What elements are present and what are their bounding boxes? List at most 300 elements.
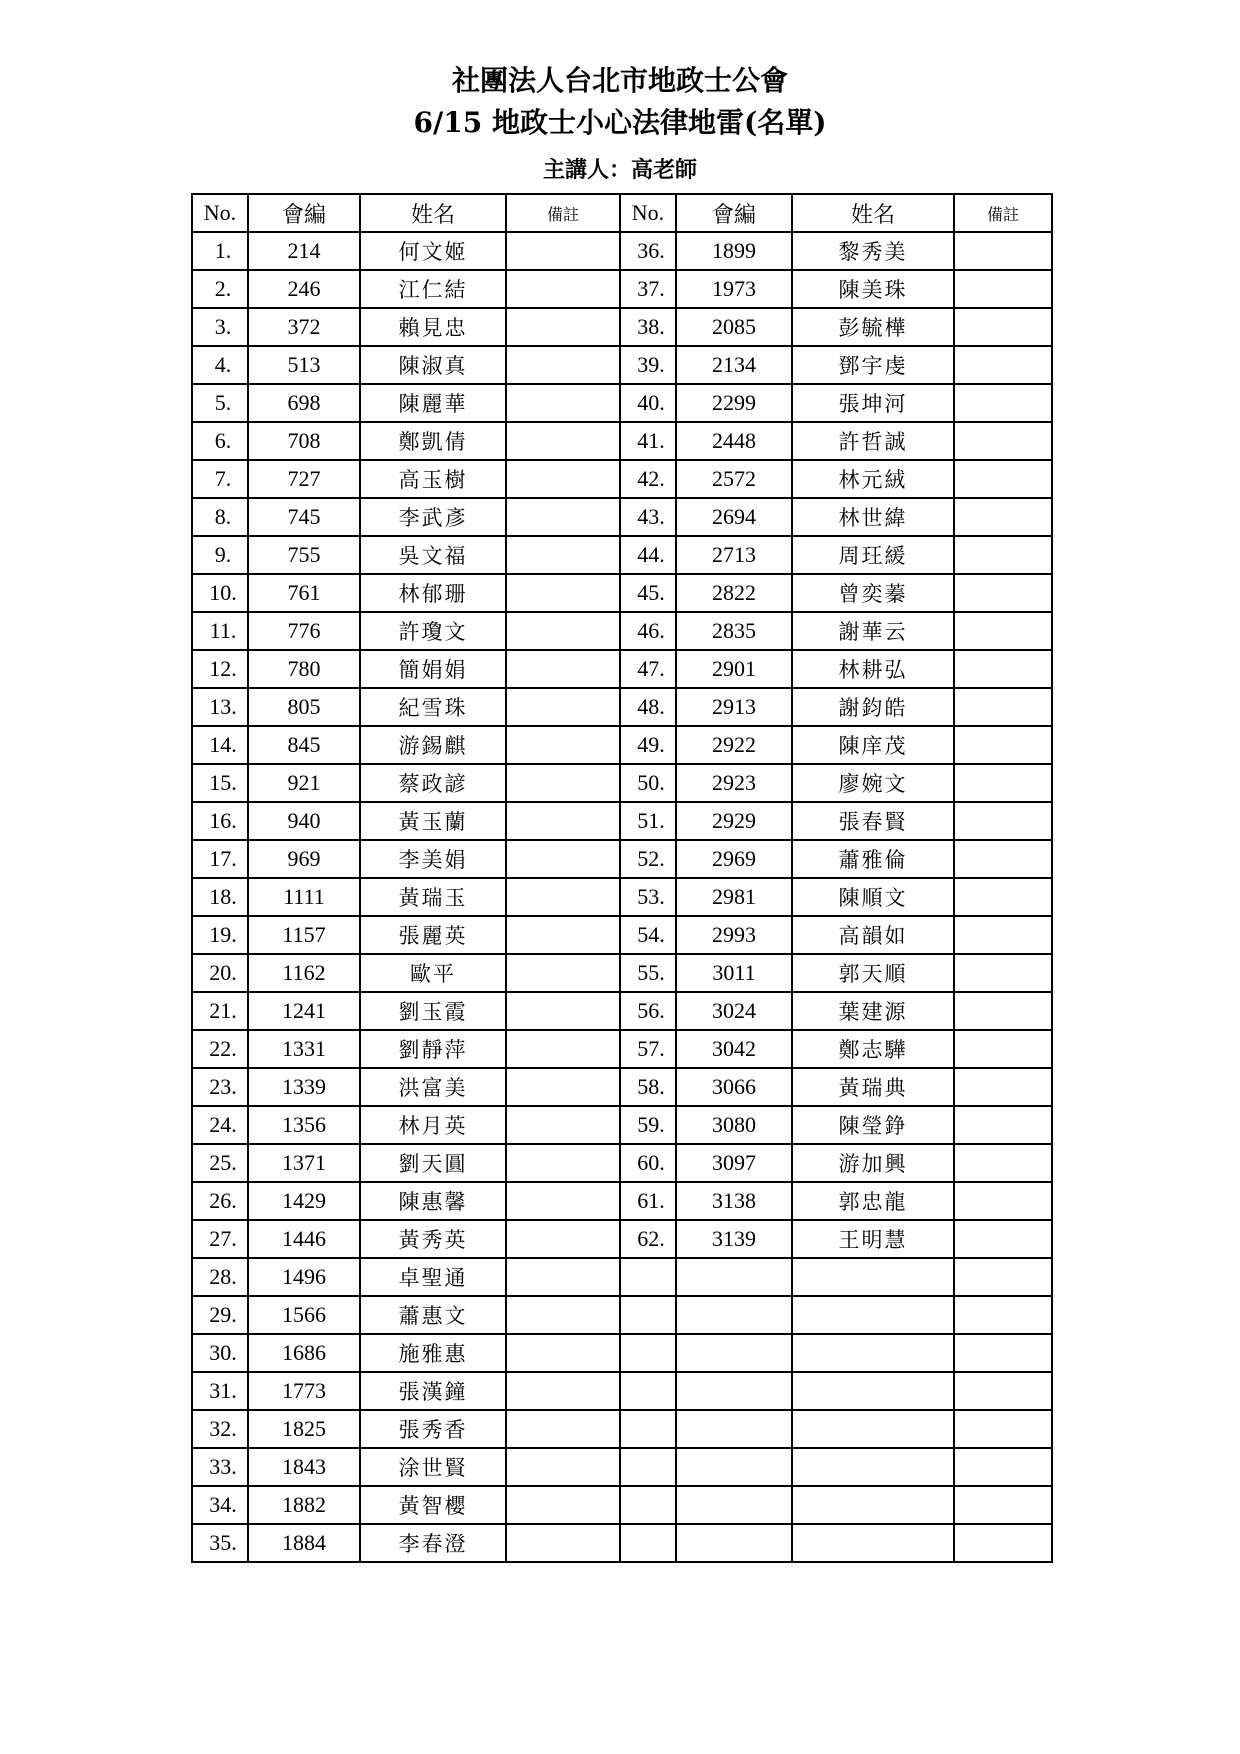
col-header-no-right: No. [620, 194, 676, 232]
row-number-right [620, 1372, 676, 1410]
note-left [506, 954, 620, 992]
row-number-right [620, 1334, 676, 1372]
member-name-left: 張麗英 [360, 916, 506, 954]
row-number-left: 8. [192, 498, 248, 536]
member-name-left: 黃瑞玉 [360, 878, 506, 916]
note-right [954, 802, 1052, 840]
row-number-right: 42. [620, 460, 676, 498]
table-row [192, 1106, 1052, 1144]
note-right [954, 1486, 1052, 1524]
member-name-left: 游錫麒 [360, 726, 506, 764]
member-name-right: 彭毓樺 [792, 308, 954, 346]
member-id-left: 1882 [248, 1486, 360, 1524]
member-id-right: 3138 [676, 1182, 792, 1220]
row-number-right: 53. [620, 878, 676, 916]
member-id-right: 2134 [676, 346, 792, 384]
note-left [506, 688, 620, 726]
note-right [954, 1030, 1052, 1068]
member-name-left: 洪富美 [360, 1068, 506, 1106]
member-id-left: 1496 [248, 1258, 360, 1296]
note-left [506, 992, 620, 1030]
table-row [192, 460, 1052, 498]
member-name-right [792, 1410, 954, 1448]
member-name-right: 蕭雅倫 [792, 840, 954, 878]
note-left [506, 1486, 620, 1524]
row-number-left: 15. [192, 764, 248, 802]
table-row [192, 422, 1052, 460]
member-name-right: 廖婉文 [792, 764, 954, 802]
row-number-left: 24. [192, 1106, 248, 1144]
row-number-right: 49. [620, 726, 676, 764]
member-name-left: 張漢鐘 [360, 1372, 506, 1410]
note-right [954, 726, 1052, 764]
table-row [192, 1296, 1052, 1334]
note-right [954, 536, 1052, 574]
member-id-left: 1825 [248, 1410, 360, 1448]
note-left [506, 460, 620, 498]
row-number-left: 12. [192, 650, 248, 688]
note-left [506, 1144, 620, 1182]
row-number-left: 23. [192, 1068, 248, 1106]
table-row [192, 612, 1052, 650]
table-row [192, 1030, 1052, 1068]
row-number-right: 60. [620, 1144, 676, 1182]
row-number-left: 30. [192, 1334, 248, 1372]
member-name-right: 郭天順 [792, 954, 954, 992]
table-header-row [192, 194, 1052, 232]
table-row [192, 954, 1052, 992]
table-row [192, 764, 1052, 802]
member-id-right: 3024 [676, 992, 792, 1030]
member-id-right [676, 1334, 792, 1372]
member-name-left: 歐平 [360, 954, 506, 992]
member-id-right: 2713 [676, 536, 792, 574]
note-right [954, 1448, 1052, 1486]
note-left [506, 308, 620, 346]
member-id-left: 745 [248, 498, 360, 536]
member-name-right: 周玨緩 [792, 536, 954, 574]
row-number-left: 14. [192, 726, 248, 764]
note-right [954, 460, 1052, 498]
member-id-left: 805 [248, 688, 360, 726]
member-name-left: 許瓊文 [360, 612, 506, 650]
member-name-left: 涂世賢 [360, 1448, 506, 1486]
note-left [506, 1106, 620, 1144]
row-number-left: 20. [192, 954, 248, 992]
note-left [506, 1524, 620, 1562]
note-right [954, 498, 1052, 536]
row-number-right: 61. [620, 1182, 676, 1220]
member-name-right: 張坤河 [792, 384, 954, 422]
note-right [954, 612, 1052, 650]
note-right [954, 574, 1052, 612]
table-row [192, 232, 1052, 270]
member-id-left: 1111 [248, 878, 360, 916]
member-id-left: 1162 [248, 954, 360, 992]
row-number-right: 44. [620, 536, 676, 574]
member-id-left: 1773 [248, 1372, 360, 1410]
member-id-left: 969 [248, 840, 360, 878]
table-row [192, 1372, 1052, 1410]
member-id-left: 1843 [248, 1448, 360, 1486]
table-row [192, 688, 1052, 726]
member-name-left: 李春澄 [360, 1524, 506, 1562]
member-id-right: 3066 [676, 1068, 792, 1106]
member-name-left: 高玉樹 [360, 460, 506, 498]
note-left [506, 650, 620, 688]
row-number-left: 11. [192, 612, 248, 650]
member-name-left: 卓聖通 [360, 1258, 506, 1296]
note-left [506, 536, 620, 574]
table-row [192, 346, 1052, 384]
member-name-left: 何文姬 [360, 232, 506, 270]
member-name-left: 黃玉蘭 [360, 802, 506, 840]
table-row [192, 1448, 1052, 1486]
table-row [192, 536, 1052, 574]
member-name-right [792, 1486, 954, 1524]
member-name-right: 林元絨 [792, 460, 954, 498]
row-number-left: 32. [192, 1410, 248, 1448]
member-id-right: 2572 [676, 460, 792, 498]
member-id-left: 776 [248, 612, 360, 650]
member-name-right [792, 1296, 954, 1334]
member-name-right: 黃瑞典 [792, 1068, 954, 1106]
note-left [506, 346, 620, 384]
member-name-left: 張秀香 [360, 1410, 506, 1448]
member-id-right: 2981 [676, 878, 792, 916]
note-right [954, 1258, 1052, 1296]
row-number-right: 48. [620, 688, 676, 726]
row-number-right [620, 1486, 676, 1524]
row-number-left: 17. [192, 840, 248, 878]
member-name-left: 陳惠馨 [360, 1182, 506, 1220]
table-row [192, 308, 1052, 346]
note-left [506, 422, 620, 460]
note-left [506, 384, 620, 422]
table-row [192, 1182, 1052, 1220]
member-name-right [792, 1524, 954, 1562]
note-left [506, 1258, 620, 1296]
note-right [954, 954, 1052, 992]
member-id-left: 845 [248, 726, 360, 764]
note-right [954, 1106, 1052, 1144]
member-name-left: 紀雪珠 [360, 688, 506, 726]
row-number-left: 5. [192, 384, 248, 422]
row-number-right: 56. [620, 992, 676, 1030]
row-number-right: 38. [620, 308, 676, 346]
table-row [192, 802, 1052, 840]
document-subtitle: 6/15 地政士小心法律地雷(名單) [413, 106, 827, 139]
member-name-left: 林月英 [360, 1106, 506, 1144]
member-id-left: 1241 [248, 992, 360, 1030]
member-id-right: 3097 [676, 1144, 792, 1182]
note-right [954, 688, 1052, 726]
member-id-right: 2922 [676, 726, 792, 764]
row-number-right: 59. [620, 1106, 676, 1144]
table-row [192, 1220, 1052, 1258]
member-name-right: 謝鈞皓 [792, 688, 954, 726]
member-name-left: 李武彥 [360, 498, 506, 536]
row-number-left: 13. [192, 688, 248, 726]
member-name-right [792, 1448, 954, 1486]
row-number-right: 47. [620, 650, 676, 688]
member-id-left: 1446 [248, 1220, 360, 1258]
member-name-right: 鄧宇虔 [792, 346, 954, 384]
member-id-right [676, 1448, 792, 1486]
note-left [506, 1334, 620, 1372]
table-row [192, 1334, 1052, 1372]
member-id-left: 940 [248, 802, 360, 840]
note-left [506, 498, 620, 536]
member-id-left: 1429 [248, 1182, 360, 1220]
col-header-id-left: 會編 [248, 194, 360, 232]
table-row [192, 650, 1052, 688]
note-left [506, 1296, 620, 1334]
row-number-left: 7. [192, 460, 248, 498]
row-number-left: 9. [192, 536, 248, 574]
member-name-left: 劉天圓 [360, 1144, 506, 1182]
note-right [954, 992, 1052, 1030]
table-row [192, 384, 1052, 422]
row-number-left: 19. [192, 916, 248, 954]
member-name-right: 黎秀美 [792, 232, 954, 270]
table-row [192, 1068, 1052, 1106]
row-number-right: 40. [620, 384, 676, 422]
member-id-left: 372 [248, 308, 360, 346]
row-number-right: 52. [620, 840, 676, 878]
member-id-right: 2923 [676, 764, 792, 802]
col-header-note-left: 備註 [506, 194, 620, 232]
note-left [506, 1030, 620, 1068]
member-name-left: 劉靜萍 [360, 1030, 506, 1068]
row-number-left: 25. [192, 1144, 248, 1182]
row-number-left: 27. [192, 1220, 248, 1258]
member-id-left: 1566 [248, 1296, 360, 1334]
member-name-right: 陳順文 [792, 878, 954, 916]
member-id-right: 1973 [676, 270, 792, 308]
row-number-right: 37. [620, 270, 676, 308]
member-id-right: 3080 [676, 1106, 792, 1144]
row-number-right: 55. [620, 954, 676, 992]
row-number-left: 26. [192, 1182, 248, 1220]
member-id-right [676, 1410, 792, 1448]
note-right [954, 1334, 1052, 1372]
note-left [506, 1448, 620, 1486]
member-id-right: 2929 [676, 802, 792, 840]
member-id-left: 755 [248, 536, 360, 574]
member-name-right: 陳美珠 [792, 270, 954, 308]
note-right [954, 650, 1052, 688]
member-name-left: 陳淑真 [360, 346, 506, 384]
row-number-right [620, 1258, 676, 1296]
note-left [506, 840, 620, 878]
member-id-right: 3011 [676, 954, 792, 992]
member-id-left: 921 [248, 764, 360, 802]
member-id-left: 708 [248, 422, 360, 460]
row-number-right: 51. [620, 802, 676, 840]
member-name-right: 王明慧 [792, 1220, 954, 1258]
note-right [954, 384, 1052, 422]
member-id-right: 2085 [676, 308, 792, 346]
member-id-right [676, 1258, 792, 1296]
table-body [192, 232, 1052, 1562]
note-right [954, 346, 1052, 384]
note-left [506, 1068, 620, 1106]
note-right [954, 916, 1052, 954]
member-name-right: 鄭志驊 [792, 1030, 954, 1068]
member-id-left: 698 [248, 384, 360, 422]
member-id-right [676, 1296, 792, 1334]
row-number-left: 33. [192, 1448, 248, 1486]
member-name-left: 蕭惠文 [360, 1296, 506, 1334]
member-id-left: 727 [248, 460, 360, 498]
row-number-right: 43. [620, 498, 676, 536]
member-name-right: 許哲誠 [792, 422, 954, 460]
note-left [506, 612, 620, 650]
member-name-left: 劉玉霞 [360, 992, 506, 1030]
col-header-name-left: 姓名 [360, 194, 506, 232]
member-id-right: 2299 [676, 384, 792, 422]
member-name-left: 黃智櫻 [360, 1486, 506, 1524]
col-header-no-left: No. [192, 194, 248, 232]
table-row [192, 574, 1052, 612]
member-name-left: 陳麗華 [360, 384, 506, 422]
table-row [192, 992, 1052, 1030]
member-name-right: 陳瑩錚 [792, 1106, 954, 1144]
attendee-table [191, 193, 1053, 1563]
member-id-left: 513 [248, 346, 360, 384]
note-left [506, 1372, 620, 1410]
row-number-right: 36. [620, 232, 676, 270]
row-number-left: 35. [192, 1524, 248, 1562]
member-name-right: 郭忠龍 [792, 1182, 954, 1220]
note-right [954, 840, 1052, 878]
note-right [954, 1410, 1052, 1448]
row-number-left: 6. [192, 422, 248, 460]
member-id-right: 2822 [676, 574, 792, 612]
member-id-right [676, 1486, 792, 1524]
member-name-left: 蔡政諺 [360, 764, 506, 802]
member-id-left: 761 [248, 574, 360, 612]
row-number-left: 22. [192, 1030, 248, 1068]
member-id-right: 3042 [676, 1030, 792, 1068]
member-name-left: 吳文福 [360, 536, 506, 574]
note-left [506, 270, 620, 308]
note-left [506, 726, 620, 764]
row-number-right: 50. [620, 764, 676, 802]
table-row [192, 498, 1052, 536]
member-id-right: 2448 [676, 422, 792, 460]
col-header-note-right: 備註 [954, 194, 1052, 232]
member-id-right: 3139 [676, 1220, 792, 1258]
member-name-left: 黃秀英 [360, 1220, 506, 1258]
member-id-left: 780 [248, 650, 360, 688]
table-row [192, 1258, 1052, 1296]
member-id-right: 1899 [676, 232, 792, 270]
member-name-right: 謝華云 [792, 612, 954, 650]
note-right [954, 422, 1052, 460]
member-id-right: 2993 [676, 916, 792, 954]
note-left [506, 1182, 620, 1220]
note-left [506, 1220, 620, 1258]
table-row [192, 1410, 1052, 1448]
row-number-right: 57. [620, 1030, 676, 1068]
member-id-left: 1884 [248, 1524, 360, 1562]
note-left [506, 802, 620, 840]
member-name-right: 林耕弘 [792, 650, 954, 688]
note-left [506, 916, 620, 954]
col-header-id-right: 會編 [676, 194, 792, 232]
member-id-right: 2901 [676, 650, 792, 688]
member-name-left: 簡娟娟 [360, 650, 506, 688]
member-id-right: 2969 [676, 840, 792, 878]
member-name-left: 江仁結 [360, 270, 506, 308]
row-number-right: 41. [620, 422, 676, 460]
member-id-right [676, 1524, 792, 1562]
row-number-right: 58. [620, 1068, 676, 1106]
document-title: 社團法人台北市地政士公會 [451, 64, 788, 97]
note-left [506, 764, 620, 802]
row-number-left: 16. [192, 802, 248, 840]
row-number-right [620, 1410, 676, 1448]
note-right [954, 1144, 1052, 1182]
member-name-right: 游加興 [792, 1144, 954, 1182]
row-number-right: 54. [620, 916, 676, 954]
note-right [954, 1372, 1052, 1410]
member-name-left: 林郁珊 [360, 574, 506, 612]
member-name-left: 鄭凱倩 [360, 422, 506, 460]
table-row [192, 270, 1052, 308]
note-left [506, 1410, 620, 1448]
row-number-right: 62. [620, 1220, 676, 1258]
note-right [954, 878, 1052, 916]
document-header [0, 60, 1240, 186]
member-id-left: 1157 [248, 916, 360, 954]
note-right [954, 1068, 1052, 1106]
note-right [954, 1296, 1052, 1334]
member-id-left: 214 [248, 232, 360, 270]
note-left [506, 878, 620, 916]
row-number-right: 46. [620, 612, 676, 650]
member-id-left: 1371 [248, 1144, 360, 1182]
table-row [192, 1144, 1052, 1182]
row-number-left: 4. [192, 346, 248, 384]
note-right [954, 308, 1052, 346]
note-right [954, 232, 1052, 270]
row-number-right [620, 1296, 676, 1334]
row-number-left: 28. [192, 1258, 248, 1296]
member-id-right [676, 1372, 792, 1410]
note-right [954, 764, 1052, 802]
note-left [506, 574, 620, 612]
row-number-left: 1. [192, 232, 248, 270]
row-number-left: 34. [192, 1486, 248, 1524]
note-right [954, 1220, 1052, 1258]
table-row [192, 1524, 1052, 1562]
table-row [192, 726, 1052, 764]
member-id-left: 1339 [248, 1068, 360, 1106]
row-number-left: 21. [192, 992, 248, 1030]
member-id-left: 1331 [248, 1030, 360, 1068]
row-number-left: 2. [192, 270, 248, 308]
row-number-left: 29. [192, 1296, 248, 1334]
row-number-left: 31. [192, 1372, 248, 1410]
member-name-left: 賴見忠 [360, 308, 506, 346]
note-right [954, 1524, 1052, 1562]
member-name-right: 張春賢 [792, 802, 954, 840]
note-right [954, 1182, 1052, 1220]
row-number-left: 18. [192, 878, 248, 916]
